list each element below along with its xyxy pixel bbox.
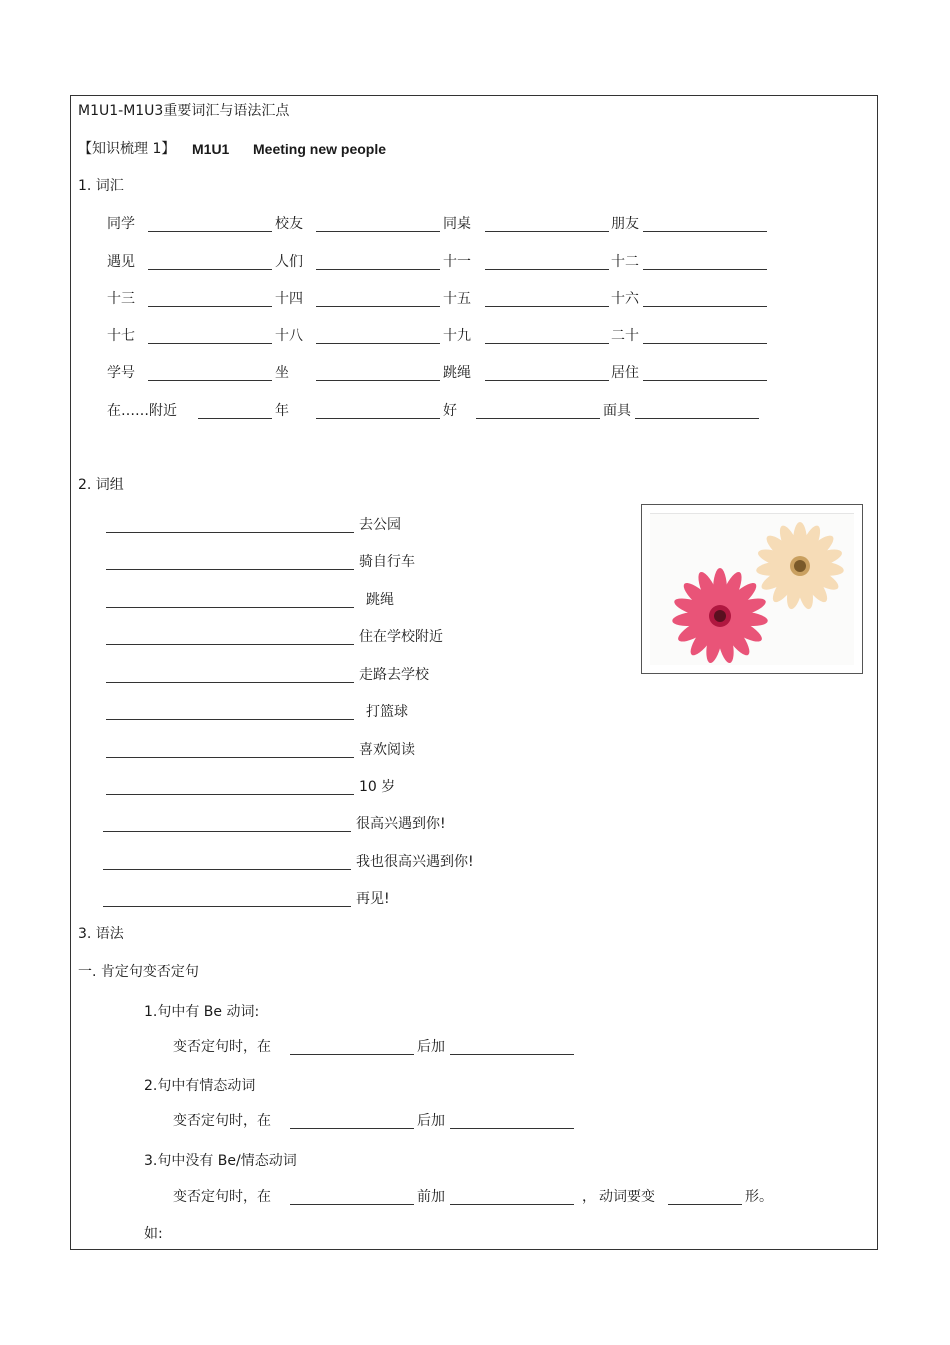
vocab-word: 十三 <box>107 291 135 307</box>
case-2-text: 变否定句时，在 <box>173 1113 271 1129</box>
vocab-word: 面具 <box>603 403 631 419</box>
vocab-word: 在……附近 <box>107 403 177 419</box>
vocab-blank[interactable] <box>148 231 272 232</box>
case-3-before: 前加 <box>417 1189 445 1205</box>
grammar-heading: 3. 语法 <box>78 926 124 942</box>
phrases-heading: 2. 词组 <box>78 477 124 493</box>
section-bracket: 【知识梳理 1】 <box>78 141 176 157</box>
case-3-comma: ， <box>582 1189 596 1205</box>
vocab-word: 同桌 <box>443 216 471 232</box>
flower-icon <box>650 514 854 666</box>
phrase-text: 我也很高兴遇到你! <box>356 854 474 870</box>
example-label: 如: <box>144 1226 163 1242</box>
vocab-blank[interactable] <box>148 269 272 270</box>
phrase-blank[interactable] <box>106 794 354 795</box>
vocab-word: 十九 <box>443 328 471 344</box>
phrase-blank[interactable] <box>106 644 354 645</box>
vocab-word: 遇见 <box>107 254 135 270</box>
unit-code: M1U1 <box>192 141 230 157</box>
phrase-text: 10 岁 <box>359 779 396 795</box>
phrase-blank[interactable] <box>106 719 354 720</box>
vocab-blank[interactable] <box>485 380 609 381</box>
vocab-blank[interactable] <box>148 343 272 344</box>
vocab-blank[interactable] <box>643 343 767 344</box>
case-3-blank-a[interactable] <box>290 1204 414 1205</box>
vocab-word: 朋友 <box>611 216 639 232</box>
vocab-blank[interactable] <box>485 306 609 307</box>
vocab-blank[interactable] <box>316 343 440 344</box>
grammar-case-3: 3.句中没有 Be/情态动词 <box>144 1153 297 1169</box>
vocab-blank[interactable] <box>316 269 440 270</box>
flower-photo <box>641 504 863 674</box>
vocab-blank[interactable] <box>316 306 440 307</box>
case-2-blank-b[interactable] <box>450 1128 574 1129</box>
vocab-blank[interactable] <box>643 231 767 232</box>
phrase-text: 再见! <box>356 891 390 907</box>
vocab-word: 居住 <box>611 365 639 381</box>
vocab-word: 校友 <box>275 216 303 232</box>
vocab-blank[interactable] <box>148 306 272 307</box>
case-3-text: 变否定句时，在 <box>173 1189 271 1205</box>
vocab-blank[interactable] <box>485 231 609 232</box>
vocab-heading: 1. 词汇 <box>78 178 124 194</box>
phrase-blank[interactable] <box>106 682 354 683</box>
vocab-word: 十七 <box>107 328 135 344</box>
vocab-blank[interactable] <box>643 269 767 270</box>
vocab-blank[interactable] <box>643 306 767 307</box>
vocab-word: 十二 <box>611 254 639 270</box>
grammar-subheading: 一. 肯定句变否定句 <box>78 964 199 980</box>
vocab-blank[interactable] <box>635 418 759 419</box>
vocab-word: 十六 <box>611 291 639 307</box>
phrase-blank[interactable] <box>103 869 351 870</box>
vocab-word: 十一 <box>443 254 471 270</box>
vocab-word: 坐 <box>275 365 289 381</box>
case-3-blank-c[interactable] <box>668 1204 742 1205</box>
vocab-word: 十四 <box>275 291 303 307</box>
case-3-end: 形。 <box>745 1189 773 1205</box>
vocab-word: 学号 <box>107 365 135 381</box>
vocab-blank[interactable] <box>643 380 767 381</box>
phrase-blank[interactable] <box>106 607 354 608</box>
grammar-case-2: 2.句中有情态动词 <box>144 1078 256 1094</box>
vocab-word: 同学 <box>107 216 135 232</box>
vocab-blank[interactable] <box>316 418 440 419</box>
phrase-text: 骑自行车 <box>359 554 415 570</box>
case-1-blank-b[interactable] <box>450 1054 574 1055</box>
phrase-text: 很高兴遇到你! <box>356 816 446 832</box>
phrase-blank[interactable] <box>103 831 351 832</box>
vocab-blank[interactable] <box>148 380 272 381</box>
vocab-word: 好 <box>443 403 457 419</box>
vocab-word: 人们 <box>275 254 303 270</box>
phrase-blank[interactable] <box>103 906 351 907</box>
page-title: M1U1-M1U3重要词汇与语法汇点 <box>78 103 290 119</box>
phrase-text: 住在学校附近 <box>359 629 443 645</box>
phrase-text: 打篮球 <box>366 704 408 720</box>
vocab-blank[interactable] <box>316 231 440 232</box>
vocab-blank[interactable] <box>485 343 609 344</box>
phrase-text: 去公园 <box>359 517 401 533</box>
vocab-blank[interactable] <box>485 269 609 270</box>
vocab-word: 二十 <box>611 328 639 344</box>
phrase-text: 喜欢阅读 <box>359 742 415 758</box>
case-1-blank-a[interactable] <box>290 1054 414 1055</box>
phrase-text: 走路去学校 <box>359 667 429 683</box>
vocab-blank[interactable] <box>198 418 272 419</box>
case-3-verb: 动词要变 <box>599 1189 655 1205</box>
case-2-after: 后加 <box>417 1113 445 1129</box>
phrase-blank[interactable] <box>106 569 354 570</box>
grammar-case-1: 1.句中有 Be 动词: <box>144 1004 260 1020</box>
phrase-text: 跳绳 <box>366 592 394 608</box>
vocab-blank[interactable] <box>476 418 600 419</box>
case-3-blank-b[interactable] <box>450 1204 574 1205</box>
phrase-blank[interactable] <box>106 532 354 533</box>
vocab-word: 年 <box>275 403 289 419</box>
case-2-blank-a[interactable] <box>290 1128 414 1129</box>
vocab-word: 跳绳 <box>443 365 471 381</box>
unit-title: Meeting new people <box>253 141 387 157</box>
case-1-after: 后加 <box>417 1039 445 1055</box>
vocab-word: 十八 <box>275 328 303 344</box>
vocab-word: 十五 <box>443 291 471 307</box>
phrase-blank[interactable] <box>106 757 354 758</box>
vocab-blank[interactable] <box>316 380 440 381</box>
case-1-text: 变否定句时，在 <box>173 1039 271 1055</box>
